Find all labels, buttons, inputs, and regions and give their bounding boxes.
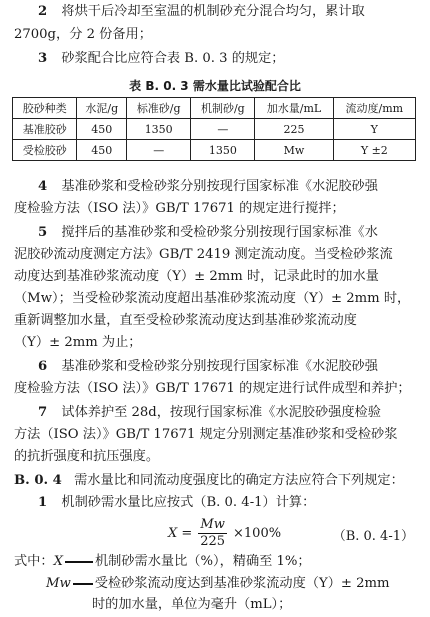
table-cell: 450 xyxy=(77,140,127,161)
table-header-cell: 水泥/g xyxy=(77,98,127,119)
item-number: 2 xyxy=(38,4,48,19)
def-mw xyxy=(46,574,390,594)
table-cell: 1350 xyxy=(191,140,255,161)
item-7 xyxy=(38,403,381,423)
item-text: 基准砂浆和受检砂浆分别按现行国家标准《水泥胶砂强 xyxy=(61,179,378,194)
table-cell: 1350 xyxy=(127,119,191,140)
item-4-cont: 度检验方法（ISO 法）》GB/T 17671 的规定进行搅拌； xyxy=(14,201,345,216)
table-cell: 基准胶砂 xyxy=(13,119,77,140)
item-7-line: 的抗折强度和抗压强度。 xyxy=(14,449,160,464)
item-text: 砂浆配合比应符合表 B. 0. 3 的规定； xyxy=(61,51,285,66)
formula-denominator: 225 xyxy=(200,534,226,549)
def-mw-cont: 时的加水量，单位为毫升（mL）； xyxy=(92,597,292,612)
def-intro: 式中： xyxy=(14,554,54,569)
equation-number: （B. 0. 4-1） xyxy=(332,529,414,544)
formula-lhs: X = xyxy=(168,526,193,541)
table-cell: 225 xyxy=(255,119,333,140)
def-x xyxy=(14,552,311,572)
table-row xyxy=(13,119,416,140)
clause-b-0-4 xyxy=(14,471,404,491)
table-cell: 450 xyxy=(77,119,127,140)
def-desc: 受检砂浆流动度达到基准砂浆流动度（Y）± 2mm xyxy=(94,576,390,591)
item-1 xyxy=(38,493,315,513)
table-header-cell: 流动度/mm xyxy=(333,98,415,119)
item-text: 基准砂浆和受检砂浆分别按现行国家标准《水泥胶砂强 xyxy=(61,359,378,374)
item-2-cont: 2700g，分 2 份备用； xyxy=(14,27,152,42)
item-6 xyxy=(38,357,378,377)
mix-proportion-table xyxy=(12,97,416,161)
table-cell: Mw xyxy=(255,140,333,161)
item-4 xyxy=(38,177,378,197)
em-dash xyxy=(65,561,93,563)
item-number: 3 xyxy=(38,51,48,66)
table-row xyxy=(13,140,416,161)
formula-rhs: ×100% xyxy=(233,526,282,541)
table-header-row xyxy=(13,98,416,119)
item-5-line: 重新调整加水量，直至受检砂浆流动度达到基准砂浆流动度 xyxy=(14,313,357,328)
def-desc: 机制砂需水量比（%），精确至 1%； xyxy=(94,554,311,569)
item-text: 试体养护至 28d，按现行国家标准《水泥胶砂强度检验 xyxy=(61,405,381,420)
table-header-cell: 胶砂种类 xyxy=(13,98,77,119)
def-symbol: X xyxy=(53,554,63,569)
em-dash xyxy=(73,583,93,585)
item-7-line: 方法（ISO 法）》GB/T 17671 规定分别测定基准砂浆和受检砂浆 xyxy=(14,427,398,442)
item-3 xyxy=(38,49,284,69)
clause-number: B. 0. 4 xyxy=(14,473,62,488)
item-number: 4 xyxy=(38,179,48,194)
item-2 xyxy=(38,2,365,22)
item-number: 1 xyxy=(38,495,48,510)
item-5-line: （Y）± 2mm 为止； xyxy=(14,335,142,350)
table-header-cell: 机制砂/g xyxy=(191,98,255,119)
def-symbol: Mw xyxy=(46,576,71,591)
item-text: 搅拌后的基准砂浆和受检砂浆分别按现行国家标准《水 xyxy=(61,225,378,240)
table-cell: Y ±2 xyxy=(333,140,415,161)
item-5-line: 动度达到基准砂浆流动度（Y）± 2mm 时，记录此时的加水量 xyxy=(14,269,379,284)
table-header-cell: 标准砂/g xyxy=(127,98,191,119)
item-number: 5 xyxy=(38,225,48,240)
item-text: 机制砂需水量比应按式（B. 0. 4-1）计算： xyxy=(61,495,316,510)
item-number: 7 xyxy=(38,405,48,420)
item-6-cont: 度检验方法（ISO 法）》GB/T 17671 的规定进行试件成型和养护； xyxy=(14,381,411,396)
clause-text: 需水量比和同流动度强度比的确定方法应符合下列规定： xyxy=(74,473,404,488)
table-caption: 表 B. 0. 3 需水量比试验配合比 xyxy=(129,79,301,93)
formula-fraction xyxy=(198,517,226,550)
table-header-cell: 加水量/mL xyxy=(255,98,333,119)
formula-numerator: Mw xyxy=(200,517,225,532)
item-5-line: 泥胶砂流动度测定方法》GB/T 2419 测定流动度。当受检砂浆流 xyxy=(14,247,393,262)
formula-b-0-4-1 xyxy=(168,517,281,550)
item-number: 6 xyxy=(38,359,48,374)
table-cell: Y xyxy=(333,119,415,140)
item-text: 将烘干后冷却至室温的机制砂充分混合均匀，累计取 xyxy=(61,4,365,19)
table-cell: — xyxy=(127,140,191,161)
table-cell: — xyxy=(191,119,255,140)
table-cell: 受检胶砂 xyxy=(13,140,77,161)
item-5 xyxy=(38,223,378,243)
item-5-line: （Mw）；当受检砂浆流动度超出基准砂浆流动度（Y）± 2mm 时， xyxy=(14,291,411,306)
